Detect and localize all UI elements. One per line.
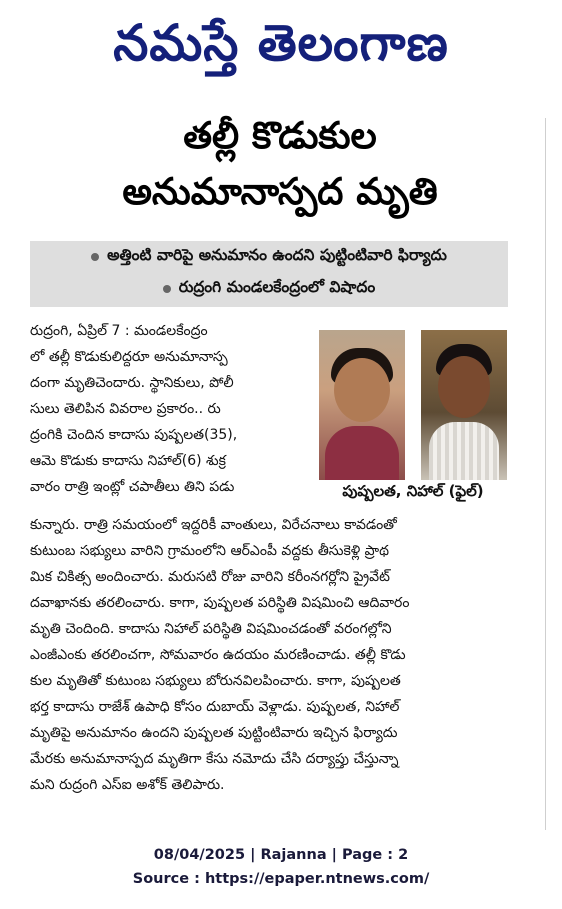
deck-text: రుద్రంగి మండలకేంద్రంలో విషాదం	[178, 278, 376, 296]
headline-line: తల్లీ కొడుకుల	[183, 114, 377, 157]
footer-dateline: 08/04/2025 | Rajanna | Page : 2	[153, 847, 409, 863]
body-line: వారం రాత్రి ఇంట్లో చపాతీలు తిని పడు	[30, 479, 235, 495]
newspaper-title: నమస్తే తెలంగాణ	[113, 14, 449, 72]
footer-source: Source : https://epaper.ntnews.com/	[132, 871, 430, 887]
article-deck	[30, 241, 508, 307]
bullet-icon	[163, 285, 171, 293]
body-line: లో తల్లీ కొడుకులిద్దరూ అనుమానాస్ప	[30, 349, 228, 365]
body-line: మృతిపై అనుమానం ఉందని పుష్పలత పుట్టింటివారు ఇచ్చిన ఫిర్యాదు	[30, 725, 398, 741]
body-line: రుద్రంగి, ఏప్రిల్ 7 : మండలకేంద్రం	[30, 323, 208, 339]
body-line: ఎంజీఎంకు తరలించగా, సోమవారం ఉదయం మరణించాడు. తల్లీ కొడు	[30, 647, 406, 663]
photo-caption: పుష్పలత, నిహాల్ (ఫైల్)	[342, 482, 484, 500]
photo-woman	[319, 330, 405, 480]
page-footer	[0, 843, 562, 891]
article-body-wide	[30, 512, 510, 798]
body-line: ద్రంగికి చెందిన కాదాసు పుష్పలత(35),	[30, 427, 238, 443]
body-line: మని రుద్రంగి ఎస్ఐ అశోక్ తెలిపారు.	[30, 777, 225, 793]
body-line: మృతి చెందింది. కాదాసు నిహాల్ పరిస్థితి విషమించడంతో వరంగల్లోని	[30, 621, 392, 637]
body-line: దవాఖానకు తరలించారు. కాగా, పుష్పలత పరిస్థితి విషమించి ఆదివారం	[30, 595, 410, 611]
body-line: మేరకు అనుమానాస్పద మృతిగా కేసు నమోదు చేసి దర్యాప్తు చేస్తున్నా	[30, 751, 399, 767]
body-line: కున్నారు. రాత్రి సమయంలో ఇద్దరికీ వాంతులు, విరేచనాలు కావడంతో	[30, 517, 397, 533]
bullet-icon	[91, 253, 99, 261]
article-body-narrow	[30, 318, 310, 500]
masthead	[0, 6, 562, 80]
body-line: సులు తెలిపిన వివరాల ప్రకారం.. రు	[30, 401, 221, 417]
deck-line	[30, 273, 508, 305]
deck-line	[30, 241, 508, 273]
body-line: భర్త కాదాసు రాజేశ్ ఉపాధి కోసం దుబాయ్ వెళ్లాడు. పుష్పలత, నిహాల్	[30, 699, 400, 715]
photo-boy	[421, 330, 507, 480]
body-line: దంగా మృతిచెందారు. స్థానికులు, పోలీ	[30, 375, 234, 391]
clipping-border	[545, 118, 546, 830]
article-photos	[319, 330, 507, 480]
body-line: మిక చికిత్స అందించారు. మరుసటి రోజు వారిని కరీంనగర్లోని ప్రైవేట్	[30, 569, 390, 585]
headline-line: అనుమానాస్పద మృతి	[122, 170, 438, 213]
body-line: కుల మృతితో కుటుంబ సభ్యులు బోరునవిలపించారు. కాగా, పుష్పలత	[30, 673, 401, 689]
body-line: కుటుంబ సభ్యులు వారిని గ్రామంలోని ఆర్ఎంపీ వద్దకు తీసుకెళ్లి ప్రాథ	[30, 543, 389, 559]
body-line: ఆమె కొడుకు కాదాసు నిహాల్(6) శుక్ర	[30, 453, 226, 469]
article-headline	[30, 108, 530, 220]
deck-text: అత్తింటి వారిపై అనుమానం ఉందని పుట్టింటివారి ఫిర్యాదు	[107, 246, 447, 264]
